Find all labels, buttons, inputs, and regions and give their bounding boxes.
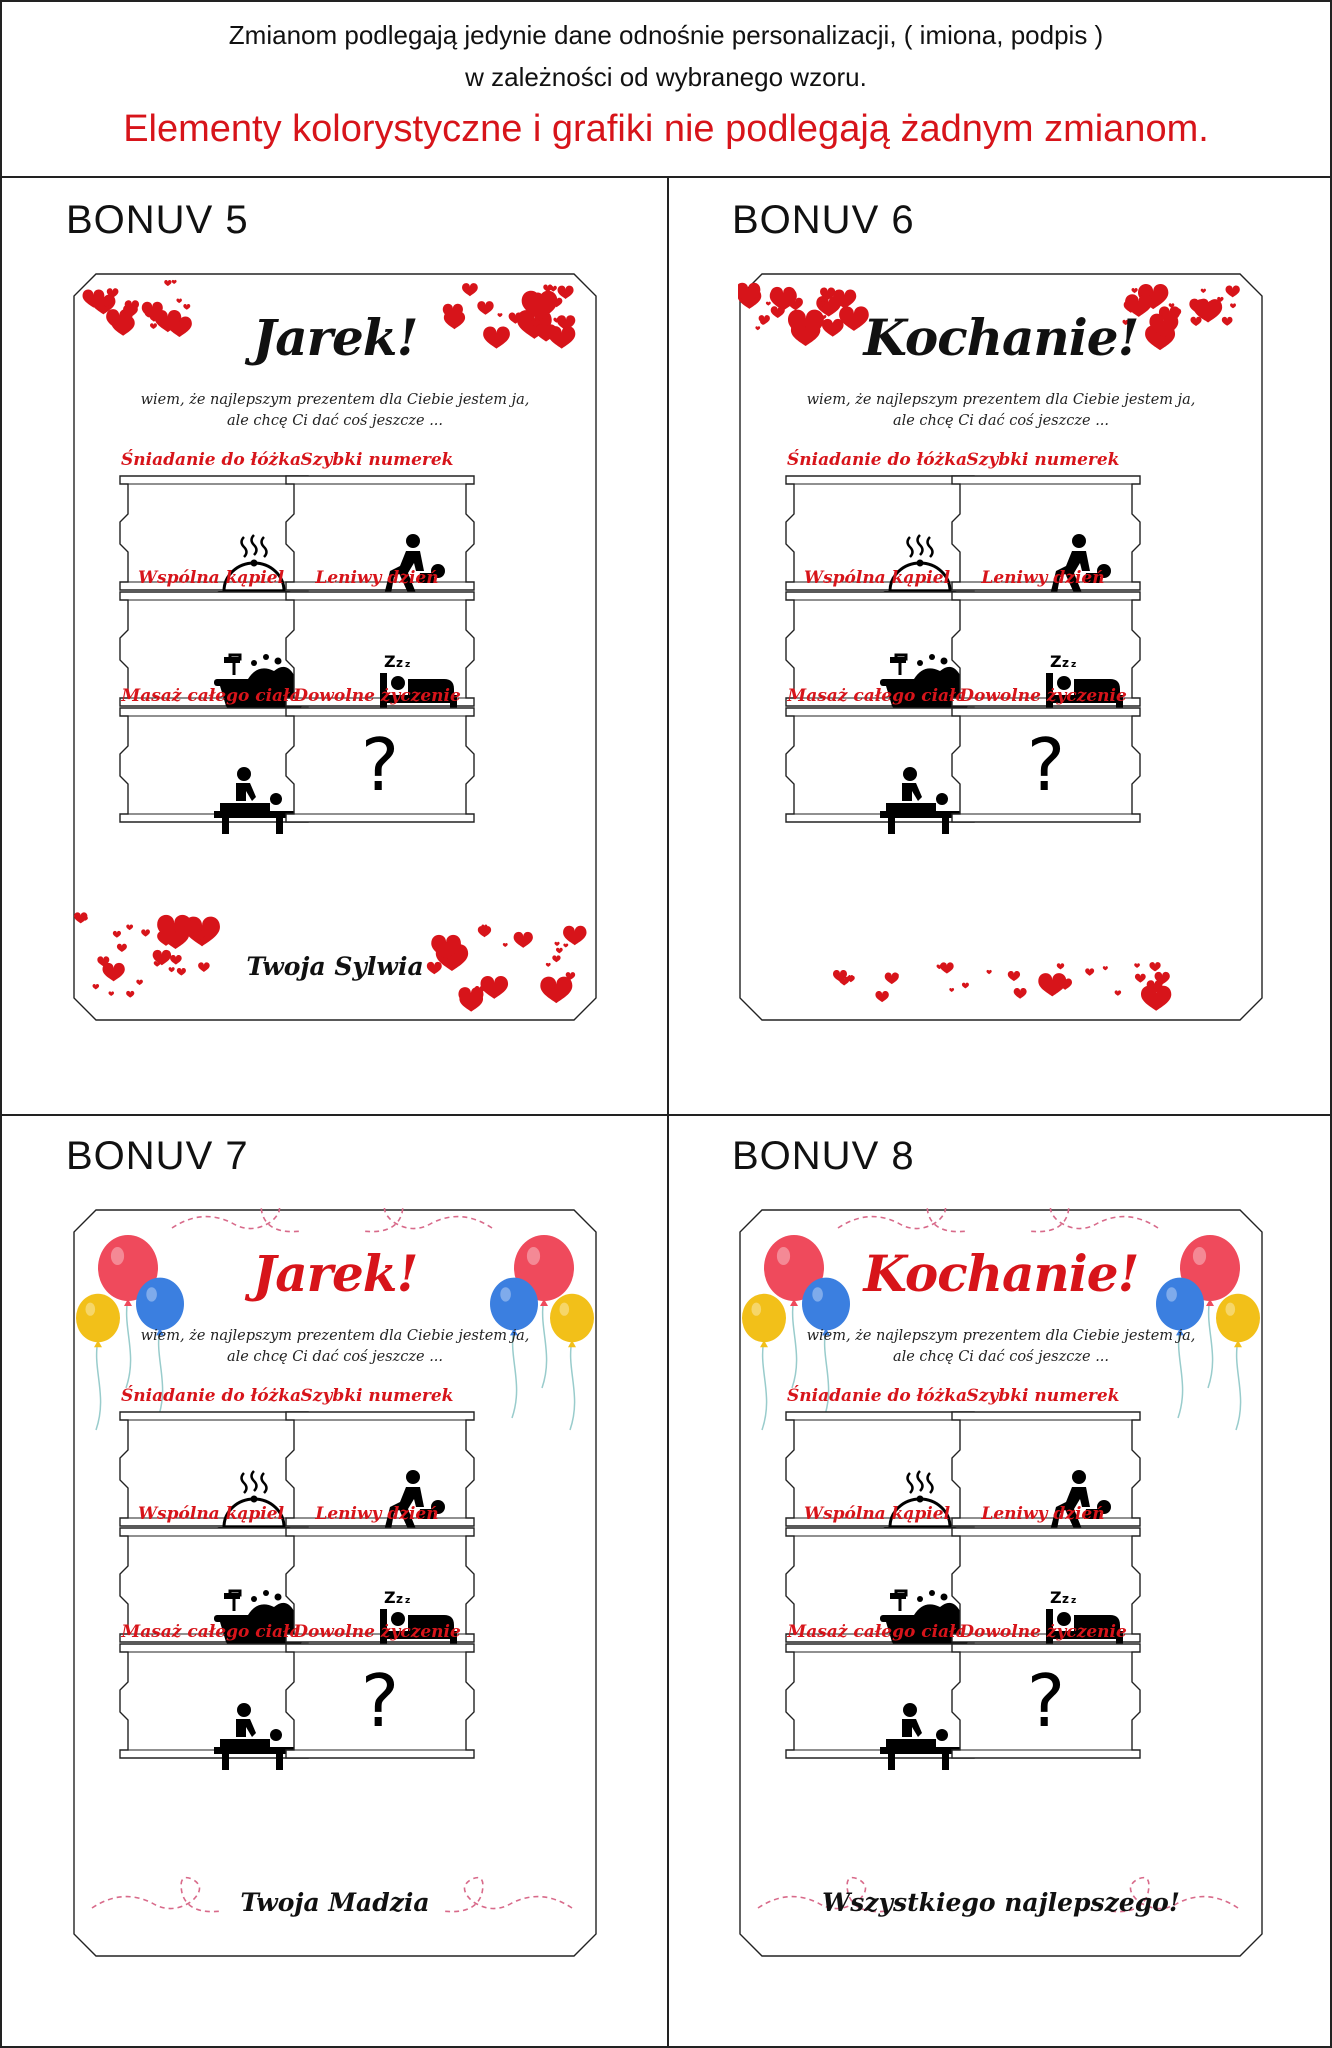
signature: Wszystkiego najlepszego! — [822, 1888, 1180, 1917]
svg-text:z: z — [396, 656, 403, 670]
subtitle-line-1: wiem, że najlepszym prezentem dla Ciebie jestem ja, — [140, 1328, 530, 1344]
svg-text:z: z — [405, 660, 411, 670]
ticket-label: Wspólna kąpiel — [137, 1504, 285, 1524]
ticket-label: Szybki numerek — [300, 450, 454, 470]
recipient-name: Kochanie! — [863, 308, 1139, 367]
svg-text:z: z — [405, 1596, 411, 1606]
recipient-name: Jarek! — [252, 1244, 418, 1303]
svg-text:z: z — [396, 1592, 403, 1606]
header-warning: Elementy kolorystyczne i grafiki nie podlegają żadnym zmianom. — [123, 108, 1209, 150]
ticket-label: Leniwy dzień — [981, 568, 1105, 588]
ticket-label: Szybki numerek — [966, 1386, 1120, 1406]
ticket-label: Dowolne życzenie — [959, 1622, 1127, 1642]
ticket-label: Śniadanie do łóżka — [786, 1386, 968, 1406]
ticket-label: Wspólna kąpiel — [803, 1504, 951, 1524]
subtitle-line-1: wiem, że najlepszym prezentem dla Ciebie jestem ja, — [806, 1328, 1196, 1344]
ticket-label: Śniadanie do łóżka — [786, 450, 968, 470]
ticket-label: Masaż całego ciała — [787, 686, 967, 706]
bonus-ticket — [280, 706, 480, 824]
ticket-label: Leniwy dzień — [315, 1504, 439, 1524]
ticket-label: Dowolne życzenie — [293, 1622, 461, 1642]
variant-title: BONUV 5 — [66, 198, 249, 242]
ticket-label: Masaż całego ciała — [787, 1622, 967, 1642]
header — [2, 2, 1330, 178]
ticket-label: Szybki numerek — [966, 450, 1120, 470]
ticket-label: Dowolne życzenie — [959, 686, 1127, 706]
ticket-label: Masaż całego ciała — [121, 1622, 301, 1642]
variant-panel-6 — [668, 180, 1332, 1114]
variant-title: BONUV 8 — [732, 1134, 915, 1178]
bonus-card — [72, 1208, 598, 1958]
svg-text:Z: Z — [384, 1588, 396, 1607]
header-line-1: Zmianom podlegają jedynie dane odnośnie personalizacji, ( imiona, podpis ) — [228, 20, 1104, 50]
variant-title: BONUV 7 — [66, 1134, 249, 1178]
subtitle-line-1: wiem, że najlepszym prezentem dla Ciebie jestem ja, — [806, 392, 1196, 408]
svg-text:z: z — [1071, 660, 1077, 670]
ticket-label: Śniadanie do łóżka — [120, 450, 302, 470]
ticket-label: Szybki numerek — [300, 1386, 454, 1406]
ticket-label: Wspólna kąpiel — [803, 568, 951, 588]
ticket-label: Wspólna kąpiel — [137, 568, 285, 588]
variant-title: BONUV 6 — [732, 198, 915, 242]
svg-text:Z: Z — [1050, 652, 1062, 671]
variant-panel-8 — [668, 1116, 1332, 2048]
subtitle-line-2: ale chcę Ci dać coś jeszcze ... — [892, 413, 1110, 429]
ticket-label: Dowolne życzenie — [293, 686, 461, 706]
bonus-ticket — [280, 1642, 480, 1760]
ticket-label: Leniwy dzień — [315, 568, 439, 588]
bonus-card — [738, 1208, 1264, 1958]
svg-text:z: z — [1062, 656, 1069, 670]
bonus-card — [738, 272, 1264, 1022]
ticket-label: Masaż całego ciała — [121, 686, 301, 706]
question-icon: ? — [1026, 1659, 1066, 1743]
bonus-ticket — [946, 1642, 1146, 1760]
svg-text:Z: Z — [384, 652, 396, 671]
signature: Twoja Madzia — [240, 1888, 430, 1917]
variant-panel-5 — [2, 180, 666, 1114]
signature: Twoja Sylwia — [246, 952, 424, 981]
bonus-card — [72, 272, 598, 1022]
svg-text:Z: Z — [1050, 1588, 1062, 1607]
svg-text:z: z — [1071, 1596, 1077, 1606]
bonus-ticket — [946, 706, 1146, 824]
ticket-label: Leniwy dzień — [981, 1504, 1105, 1524]
question-icon: ? — [1026, 723, 1066, 807]
header-line-2: w zależności od wybranego wzoru. — [465, 62, 867, 92]
variant-panel-7 — [2, 1116, 666, 2048]
subtitle-line-1: wiem, że najlepszym prezentem dla Ciebie jestem ja, — [140, 392, 530, 408]
recipient-name: Jarek! — [252, 308, 418, 367]
question-icon: ? — [360, 723, 400, 807]
ticket-label: Śniadanie do łóżka — [120, 1386, 302, 1406]
svg-text:z: z — [1062, 1592, 1069, 1606]
question-icon: ? — [360, 1659, 400, 1743]
recipient-name: Kochanie! — [863, 1244, 1139, 1303]
subtitle-line-2: ale chcę Ci dać coś jeszcze ... — [226, 1349, 444, 1365]
subtitle-line-2: ale chcę Ci dać coś jeszcze ... — [892, 1349, 1110, 1365]
subtitle-line-2: ale chcę Ci dać coś jeszcze ... — [226, 413, 444, 429]
